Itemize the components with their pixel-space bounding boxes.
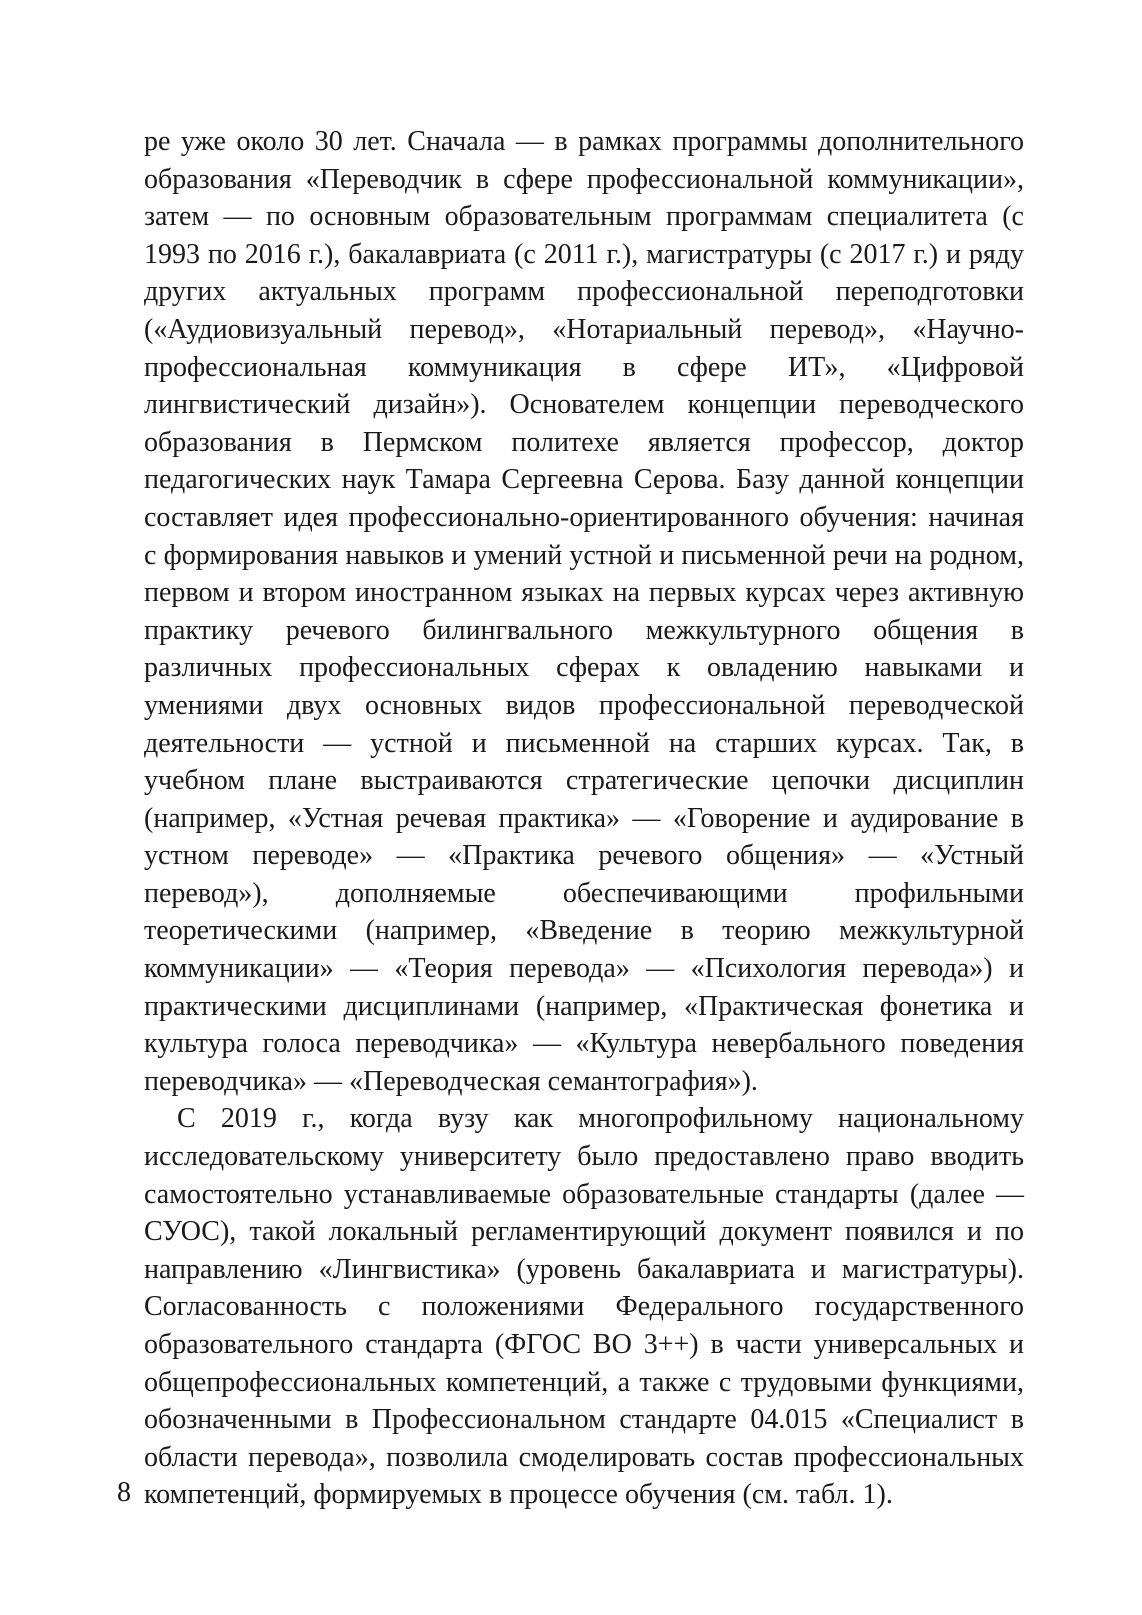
body-text — [144, 123, 1024, 1514]
paragraph-suos: С 2019 г., когда вузу как многопрофильному национальному исследовательскому университету было предоставлено право вводить самостоятельно устанавливаемые образовательные стандарты (далее — СУОС), такой локальный регламентирующий документ появился и по направлению «Лингвистика» (уровень бакалавриата и магистратуры). Согласованность с положениями Федерального государственного образовательного стандарта (ФГОС ВО 3++) в части универсальных и общепрофессиональных компетенций, а также с трудовыми функциями, обозначенными в Профессиональном стандарте 04.015 «Специалист в области перевода», позволила смоделировать состав профессиональных компетенций, формируемых в процессе обучения (см. табл. 1). — [144, 1103, 1024, 1511]
paragraph-continuation: ре уже около 30 лет. Сначала — в рамках программы дополнительного образования «Переводчик в сфере профессиональной коммуникации», затем — по основным образовательным программам специалитета (с 1993 по 2016 г.), бакалавриата (с 2011 г.), магистратуры (с 2017 г.) и ряду других актуальных программ профессиональной переподготовки («Аудиовизуальный перевод», «Нотариальный перевод», «Научно-профессиональная коммуникация в сфере ИТ», «Цифровой лингвистический дизайн»). Основателем концепции переводческого образования в Пермском политехе является профессор, доктор педагогических наук Тамара Сергеевна Серова. Базу данной концепции составляет идея профессионально-ориентированного обучения: начиная с формирования навыков и умений устной и письменной речи на родном, первом и втором иностранном языках на первых курсах через активную практику речевого билингвального межкультурного общения в различных профессиональных сферах к овладению навыками и умениями двух основных видов профессиональной переводческой деятельности — устной и письменной на старших курсах. Так, в учебном плане выстраиваются стратегические цепочки дисциплин (например, «Устная речевая практика» — «Говорение и аудирование в устном переводе» — «Практика речевого общения» — «Устный перевод»), дополняемые обеспечивающими профильными теоретическими (например, «Введение в теорию межкультурной коммуникации» — «Теория перевода» — «Психология перевода») и практическими дисциплинами (например, «Практическая фонетика и культура голоса переводчика» — «Культура невербального поведения переводчика» — «Переводческая семантография»). — [144, 126, 1024, 1097]
page-number: 8 — [117, 1477, 131, 1508]
